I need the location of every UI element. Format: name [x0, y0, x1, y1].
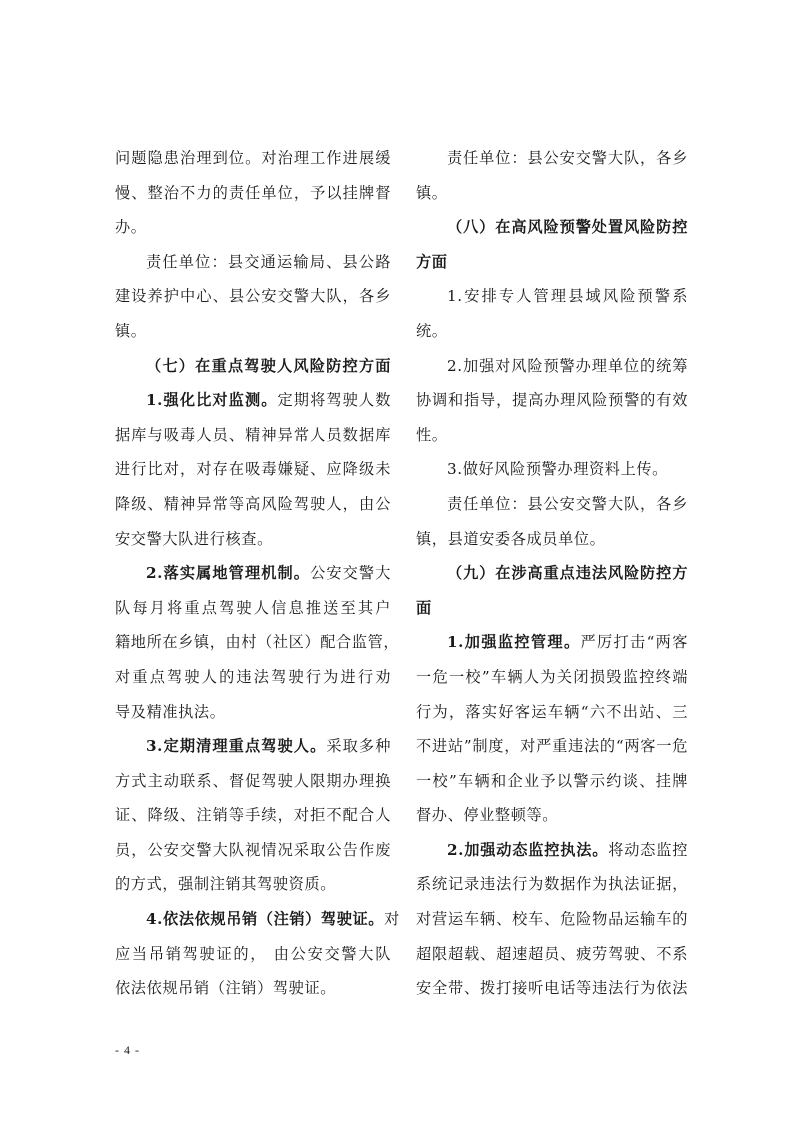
text-line [115, 937, 391, 972]
text-line [416, 867, 688, 902]
body-text: 降级、精神异常等高风险驾驶人，由公 [115, 494, 391, 513]
body-text: 镇，县道安委各成员单位。 [416, 529, 606, 548]
text-line [416, 418, 688, 453]
body-text: 责任单位：县交通运输局、县公路 [146, 252, 391, 271]
text-line [115, 452, 391, 487]
text-line [115, 729, 391, 764]
body-text: 3.做好风险预警办理资料上传。 [447, 460, 668, 479]
text-line [416, 729, 688, 764]
text-line [115, 522, 391, 557]
text-line [115, 625, 400, 660]
body-text: 督办、停业整顿等。 [416, 806, 559, 825]
text-line [115, 833, 391, 868]
body-text: 进行比对，对存在吸毒嫌疑、应降级未 [115, 460, 391, 479]
text-line [115, 210, 391, 245]
body-text: 方式主动联系、督促驾驶人限期办理换 [115, 771, 391, 790]
text-line [115, 487, 391, 522]
text-line [416, 833, 688, 868]
text-line [416, 141, 688, 176]
body-text: 建设养护中心、县公安交警大队，各乡 [115, 287, 391, 306]
text-line [115, 971, 391, 1006]
body-text: 问题隐患治理到位。对治理工作进展缓 [115, 149, 391, 167]
body-text: 采取多种 [326, 737, 391, 756]
text-line [115, 591, 391, 626]
text-line [416, 937, 688, 972]
text-line [115, 141, 391, 176]
text-line [416, 314, 688, 349]
body-text: 超限超载、超速超员、疲劳驾驶、不系 [416, 944, 688, 963]
body-text: 一危一校”车辆人为关闭损毁监控终端 [416, 667, 688, 686]
text-line [115, 418, 391, 453]
text-line [115, 383, 391, 418]
text-line [115, 867, 391, 902]
body-text: 对 [384, 910, 400, 929]
text-line [416, 383, 688, 418]
text-line [115, 279, 391, 314]
body-text: 不进站”制度，对严重违法的“两客一危 [416, 737, 688, 756]
body-text: 对营运车辆、校车、危险物品运输车的 [416, 910, 688, 929]
text-line [416, 487, 688, 522]
text-line [416, 279, 688, 314]
body-text: 籍地所在乡镇，由村（社区）配合监管， [115, 633, 400, 652]
body-text: 队每月将重点驾驶人信息推送至其户 [115, 598, 391, 617]
body-text: 办。 [115, 218, 147, 237]
bold-heading: 4.依法依规吊销（注销）驾驶证。 [146, 910, 385, 929]
body-text: 行为，落实好客运车辆“六不出站、三 [416, 702, 688, 721]
body-text: 定期将驾驶人数 [277, 391, 391, 410]
bold-heading: 3.定期清理重点驾驶人。 [146, 737, 327, 756]
page-number: - 4 - [115, 1043, 140, 1057]
text-line [416, 798, 688, 833]
text-line [115, 349, 391, 384]
body-text: 协调和指导，提高办理风险预警的有效 [416, 391, 688, 410]
body-text: 安全带、拨打接听电话等违法行为依法 [416, 979, 688, 998]
text-line [416, 625, 688, 660]
text-line [416, 556, 688, 591]
text-line [115, 764, 391, 799]
left-text-column [115, 141, 400, 1006]
body-text: 据库与吸毒人员、精神异常人员数据库 [115, 425, 391, 444]
text-line [416, 764, 688, 799]
text-line [416, 660, 688, 695]
text-line [416, 245, 688, 280]
text-line [115, 314, 391, 349]
body-text: 依法依规吊销（注销）驾驶证。 [115, 979, 337, 998]
body-text: 镇。 [115, 321, 147, 340]
body-text: 责任单位：县公安交警大队，各乡 [447, 494, 688, 513]
body-text: 的方式，强制注销其驾驶资质。 [115, 875, 337, 894]
text-line [115, 798, 391, 833]
body-text: 严厉打击“两客 [580, 633, 689, 652]
text-line [416, 902, 688, 937]
text-line [115, 660, 391, 695]
text-line [416, 695, 688, 730]
body-text: 1.安排专人管理县域风险预警系 [447, 287, 688, 306]
body-text: 公安交警大 [310, 564, 391, 583]
body-text: 将动态监控 [608, 840, 688, 859]
body-text: 员，公安交警大队视情况采取公告作废 [115, 840, 391, 859]
bold-heading: 方面 [416, 252, 448, 271]
body-text: 对重点驾驶人的违法驾驶行为进行劝 [115, 667, 391, 686]
body-text: 安交警大队进行核查。 [115, 529, 273, 548]
bold-heading: （九）在涉高重点违法风险防控方 [447, 564, 688, 583]
text-line [416, 452, 688, 487]
body-text: 性。 [416, 425, 448, 444]
text-line [416, 591, 688, 626]
bold-heading: 1.加强监控管理。 [447, 633, 581, 652]
text-line [416, 349, 688, 384]
text-line [115, 902, 400, 937]
body-text: 系统记录违法行为数据作为执法证据， [416, 875, 688, 894]
body-text: 一校”车辆和企业予以警示约谈、挂牌 [416, 771, 688, 790]
right-text-column [416, 141, 688, 1006]
body-text: 统。 [416, 321, 448, 340]
text-line [416, 210, 688, 245]
bold-heading: 2.落实属地管理机制。 [146, 564, 311, 583]
text-line [115, 695, 391, 730]
body-text: 2.加强对风险预警办理单位的统筹 [447, 356, 688, 375]
bold-heading: 1.强化比对监测。 [146, 391, 278, 410]
body-text: 导及精准执法。 [115, 702, 226, 721]
bold-heading: 2.加强动态监控执法。 [447, 840, 609, 859]
body-text: 镇。 [416, 183, 448, 202]
bold-heading: （七）在重点驾驶人风险防控方面 [146, 356, 391, 375]
body-text: 慢、整治不力的责任单位，予以挂牌督 [115, 183, 391, 202]
text-line [416, 522, 688, 557]
bold-heading: （八）在高风险预警处置风险防控 [447, 218, 688, 237]
text-line [416, 176, 688, 211]
bold-heading: 面 [416, 598, 432, 617]
body-text: 证、降级、注销等手续，对拒不配合人 [115, 806, 391, 825]
text-line [115, 556, 391, 591]
text-line [416, 971, 688, 1006]
text-line [115, 176, 391, 211]
body-text: 应当吊销驾驶证的， 由公安交警大队 [115, 944, 391, 963]
text-line [115, 245, 391, 280]
body-text: 责任单位：县公安交警大队，各乡 [447, 149, 688, 167]
